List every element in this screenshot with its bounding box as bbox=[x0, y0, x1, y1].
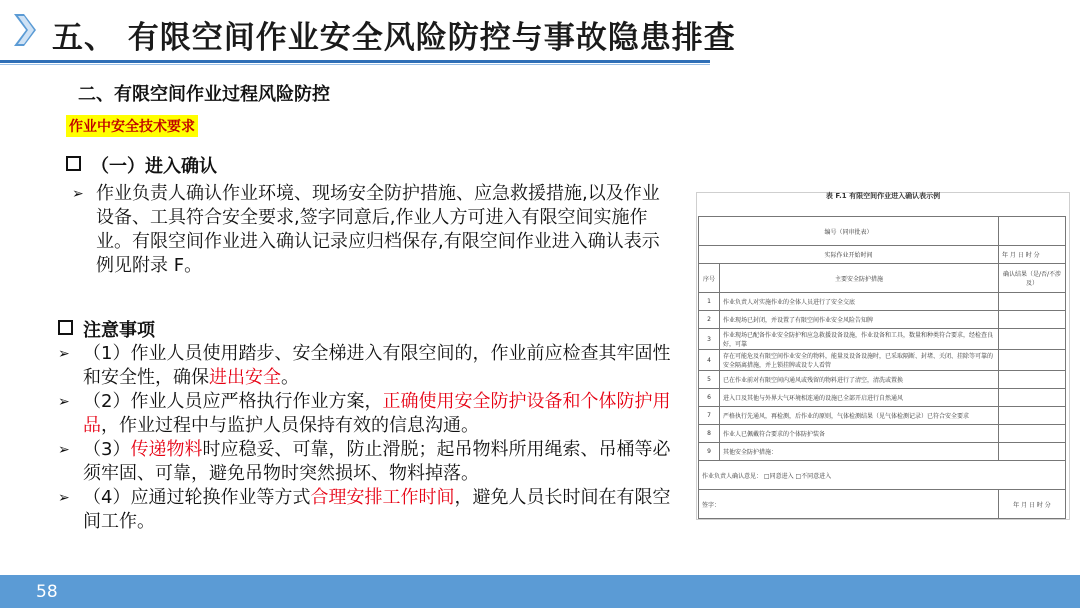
title-divider-thin bbox=[0, 64, 710, 65]
table-row: 4 存在可能危及有限空间作业安全的物料，能量及设备设施时，已采取隔断、封堵、关闭、挂除等可靠的安全隔离措施，并上锁挂牌或设专人看管 bbox=[699, 350, 1066, 371]
section1-heading bbox=[66, 152, 217, 178]
table-row bbox=[699, 246, 1066, 264]
section1-heading-text: （一）进入确认 bbox=[91, 156, 217, 177]
table-cell: 编号（同审批表） bbox=[699, 217, 999, 246]
footer-bar bbox=[0, 575, 1080, 608]
table-row: 9 其他安全防护措施： bbox=[699, 443, 1066, 461]
figure-caption: 表 F.1 有限空间作业进入确认表示例 bbox=[825, 192, 941, 200]
table-header-row bbox=[699, 264, 1066, 293]
list-item: ➢ （4）应通过轮换作业等方式合理安排工作时间，避免人员长时间在有限空间工作。 bbox=[58, 487, 671, 532]
page-number: 58 bbox=[36, 582, 58, 602]
list-item: ➢ （3）传递物料时应稳妥、可靠，防止滑脱；起吊物料所用绳索、吊桶等必须牢固、可靠，避免吊物时突然损坏、物料掉落。 bbox=[58, 439, 671, 484]
table-cell: 实际作业开始时间 bbox=[699, 246, 999, 264]
section1-text: 作业负责人确认作业环境、现场安全防护措施、应急救援措施,以及作业设备、工具符合安全要求,签字同意后,作业人方可进入有限空间实施作业。有限空间作业进入确认记录应归档保存,有限空间作业进入确认表示例见附录 F。 bbox=[96, 183, 660, 276]
table-cell bbox=[999, 217, 1066, 246]
arrow-bullet-icon: ➢ bbox=[58, 394, 70, 410]
table-row: 2 作业现场已封闭，并设置了有限空间作业安全风险告知牌 bbox=[699, 311, 1066, 329]
arrow-bullet-icon: ➢ bbox=[58, 442, 70, 458]
table-cell: 年 月 日 时 分 bbox=[999, 246, 1066, 264]
chevron-icon bbox=[10, 10, 40, 50]
table-row: 5 已在作业前对有限空间内通风或残留的物料进行了清空，清洗或置换 bbox=[699, 371, 1066, 389]
highlight-text: 正确使用安全防护设备和个体防护用品 bbox=[83, 391, 671, 436]
checkbox-square-icon bbox=[66, 156, 81, 171]
table-header: 主要安全防护措施 bbox=[720, 264, 999, 293]
confirmation-table bbox=[698, 216, 1066, 519]
section2-heading bbox=[58, 316, 155, 342]
table-header: 序号 bbox=[699, 264, 720, 293]
checkbox-square-icon bbox=[58, 320, 73, 335]
page-title: 五、 有限空间作业安全风险防控与事故隐患排查 bbox=[52, 20, 736, 56]
highlight-text: 合理安排工作时间 bbox=[310, 487, 455, 508]
table-row bbox=[699, 217, 1066, 246]
table-row: 3 作业现场已配备作业安全防护和应急救援设备设施，作业设备和工具，数量和种类符合要求，经检查良好，可靠 bbox=[699, 329, 1066, 350]
table-row: 1 作业负责人对实施作业的全体人员进行了安全交底 bbox=[699, 293, 1066, 311]
section-subtitle: 二、有限空间作业过程风险防控 bbox=[78, 84, 330, 105]
arrow-bullet-icon: ➢ bbox=[58, 346, 70, 362]
highlight-tag: 作业中安全技术要求 bbox=[66, 115, 198, 137]
table-row: 6 进入口及其他与外界大气环境相连通的设施已全部开启进行自然通风 bbox=[699, 389, 1066, 407]
table-row: 作业负责人确认意见： □同意进入 □不同意进入 bbox=[699, 461, 1066, 490]
highlight-text: 传递物料 bbox=[130, 439, 203, 460]
arrow-bullet-icon: ➢ bbox=[58, 490, 70, 506]
table-header: 确认结果（是/否/不涉及） bbox=[999, 264, 1066, 293]
list-item: ➢ （2）作业人员应严格执行作业方案，正确使用安全防护设备和个体防护用品，作业过程中与监护人员保持有效的信息沟通。 bbox=[58, 391, 671, 436]
appendix-table-image bbox=[696, 192, 1070, 520]
table-row: 签字： 年 月 日 时 分 bbox=[699, 490, 1066, 519]
table-row: 8 作业人已佩戴符合要求的个体防护装备 bbox=[699, 425, 1066, 443]
arrow-bullet-icon: ➢ bbox=[72, 186, 84, 202]
list-item: ➢ （1）作业人员使用踏步、安全梯进入有限空间的，作业前应检查其牢固性和安全性，确保进出安全。 bbox=[58, 343, 671, 388]
highlight-text: 进出安全 bbox=[209, 367, 281, 388]
title-divider bbox=[0, 60, 710, 63]
notes-list bbox=[58, 342, 688, 534]
table-row: 7 严格执行先通风，再检测，后作业的原则，气体检测结果（见气体检测记录）已符合安全要求 bbox=[699, 407, 1066, 425]
section2-heading-text: 注意事项 bbox=[83, 320, 155, 341]
